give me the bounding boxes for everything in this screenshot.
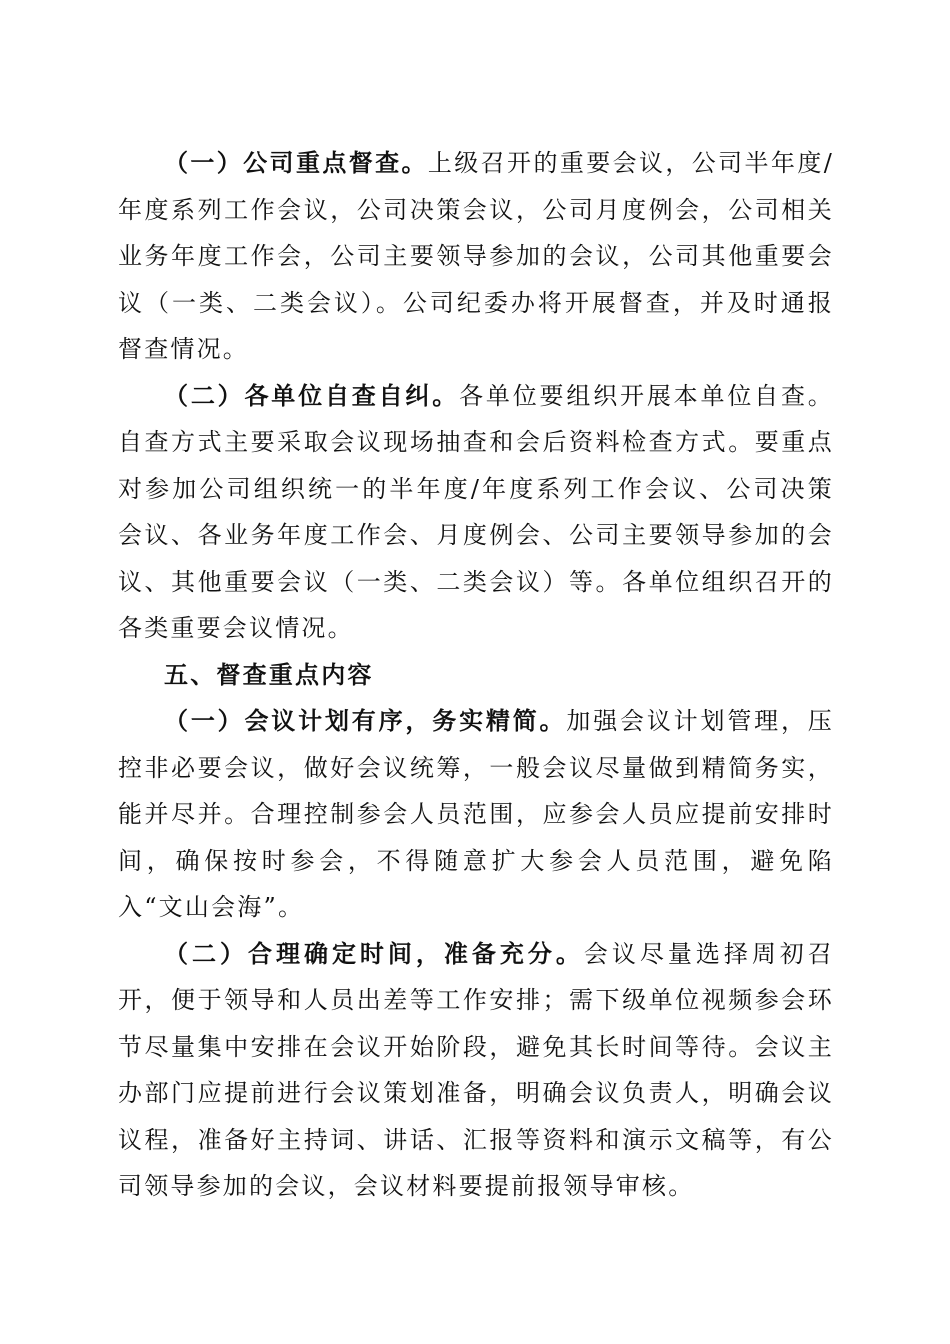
paragraph-lead: （二）各单位自查自纠。 <box>164 381 460 410</box>
paragraph-text: 会议尽量选择周初召开，便于领导和人员出差等工作安排；需下级单位视频参会环节尽量集中安排在会议开始阶段，避免其长时间等待。会议主办部门应提前进行会议策划准备，明确会议负责人，明确会议议程，准备好主持词、讲话、汇报等资料和演示文稿等，有公司领导参加的会议，会议材料要提前报领导审核。 <box>118 939 835 1200</box>
paragraph-text: 各单位要组织开展本单位自查。自查方式主要采取会议现场抽查和会后资料检查方式。要重点对参加公司组织统一的半年度/年度系列工作会议、公司决策会议、各业务年度工作会、月度例会、公司主要领导参加的会议、其他重要会议（一类、二类会议）等。各单位组织召开的各类重要会议情况。 <box>118 381 834 642</box>
paragraph-company-inspection <box>118 140 834 373</box>
paragraph-lead: （一）公司重点督查。 <box>164 149 428 177</box>
document-body <box>118 140 834 1210</box>
paragraph-lead: （一）会议计划有序，务实精简。 <box>164 707 567 735</box>
paragraph-meeting-timing <box>118 931 834 1210</box>
paragraph-meeting-planning <box>118 698 834 931</box>
paragraph-text: 加强会议计划管理，压控非必要会议，做好会议统筹，一般会议尽量做到精简务实，能并尽并。合理控制参会人员范围，应参会人员应提前安排时间，确保按时参会，不得随意扩大参会人员范围，避免陷入“文山会海”。 <box>118 707 834 921</box>
paragraph-text: 上级召开的重要会议，公司半年度/年度系列工作会议，公司决策会议，公司月度例会，公司相关业务年度工作会，公司主要领导参加的会议，公司其他重要会议（一类、二类会议）。公司纪委办将开展督查，并及时通报督查情况。 <box>118 149 834 363</box>
paragraph-lead: （二）合理确定时间，准备充分。 <box>164 939 584 968</box>
paragraph-self-inspection <box>118 373 834 652</box>
section-heading: 五、督查重点内容 <box>164 660 374 689</box>
